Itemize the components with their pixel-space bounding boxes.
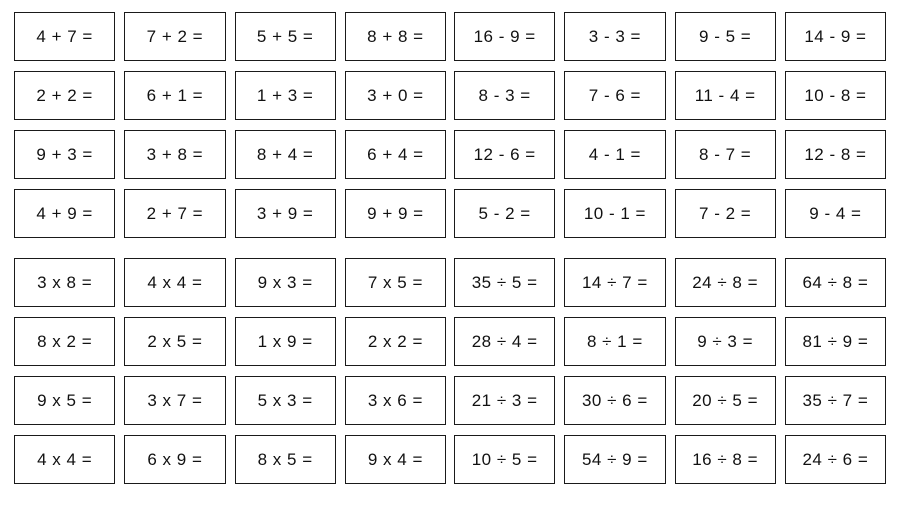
problem-card[interactable]: 14 ÷ 7 = — [564, 258, 665, 307]
problem-card[interactable]: 7 - 6 = — [564, 71, 665, 120]
problem-card[interactable]: 5 x 3 = — [235, 376, 336, 425]
problem-card[interactable]: 6 + 1 = — [124, 71, 225, 120]
problem-card[interactable]: 8 - 7 = — [675, 130, 776, 179]
problem-card[interactable]: 3 - 3 = — [564, 12, 665, 61]
problem-card[interactable]: 8 + 8 = — [345, 12, 446, 61]
problem-card[interactable]: 9 - 4 = — [785, 189, 886, 238]
problem-card[interactable]: 24 ÷ 8 = — [675, 258, 776, 307]
problem-card[interactable]: 64 ÷ 8 = — [785, 258, 886, 307]
problem-card[interactable]: 11 - 4 = — [675, 71, 776, 120]
problem-card[interactable]: 1 + 3 = — [235, 71, 336, 120]
problem-card[interactable]: 4 + 9 = — [14, 189, 115, 238]
problem-card[interactable]: 2 x 5 = — [124, 317, 225, 366]
problem-card[interactable]: 12 - 6 = — [454, 130, 555, 179]
problem-card[interactable]: 2 + 2 = — [14, 71, 115, 120]
problem-card[interactable]: 2 + 7 = — [124, 189, 225, 238]
problem-card[interactable]: 9 ÷ 3 = — [675, 317, 776, 366]
problem-card[interactable]: 4 x 4 = — [14, 435, 115, 484]
problem-card[interactable]: 35 ÷ 7 = — [785, 376, 886, 425]
problem-card[interactable]: 3 + 0 = — [345, 71, 446, 120]
problem-card[interactable]: 12 - 8 = — [785, 130, 886, 179]
problem-card[interactable]: 5 + 5 = — [235, 12, 336, 61]
problem-card[interactable]: 9 - 5 = — [675, 12, 776, 61]
problem-card[interactable]: 21 ÷ 3 = — [454, 376, 555, 425]
problem-card[interactable]: 8 + 4 = — [235, 130, 336, 179]
problem-card[interactable]: 30 ÷ 6 = — [564, 376, 665, 425]
problem-card[interactable]: 9 + 9 = — [345, 189, 446, 238]
problem-card[interactable]: 3 + 8 = — [124, 130, 225, 179]
problem-card[interactable]: 24 ÷ 6 = — [785, 435, 886, 484]
problem-card[interactable]: 4 + 7 = — [14, 12, 115, 61]
problem-card[interactable]: 3 x 7 = — [124, 376, 225, 425]
problem-card[interactable]: 9 + 3 = — [14, 130, 115, 179]
problem-card[interactable]: 6 + 4 = — [345, 130, 446, 179]
problem-card[interactable]: 7 + 2 = — [124, 12, 225, 61]
problem-card[interactable]: 1 x 9 = — [235, 317, 336, 366]
problem-card[interactable]: 7 - 2 = — [675, 189, 776, 238]
division-block — [454, 258, 886, 484]
problem-card[interactable]: 4 x 4 = — [124, 258, 225, 307]
multiplication-grid — [14, 258, 446, 484]
problem-card[interactable]: 10 ÷ 5 = — [454, 435, 555, 484]
problem-card[interactable]: 4 - 1 = — [564, 130, 665, 179]
problem-card[interactable]: 10 - 8 = — [785, 71, 886, 120]
division-grid — [454, 258, 886, 484]
problem-card[interactable]: 35 ÷ 5 = — [454, 258, 555, 307]
problem-card[interactable]: 3 + 9 = — [235, 189, 336, 238]
addition-block — [14, 12, 446, 238]
problem-card[interactable]: 7 x 5 = — [345, 258, 446, 307]
problem-card[interactable]: 16 ÷ 8 = — [675, 435, 776, 484]
problem-card[interactable]: 8 - 3 = — [454, 71, 555, 120]
addition-grid — [14, 12, 446, 238]
worksheet-row-top — [14, 12, 886, 238]
problem-card[interactable]: 10 - 1 = — [564, 189, 665, 238]
problem-card[interactable]: 8 x 5 = — [235, 435, 336, 484]
problem-card[interactable]: 8 x 2 = — [14, 317, 115, 366]
problem-card[interactable]: 9 x 3 = — [235, 258, 336, 307]
problem-card[interactable]: 14 - 9 = — [785, 12, 886, 61]
problem-card[interactable]: 9 x 5 = — [14, 376, 115, 425]
problem-card[interactable]: 81 ÷ 9 = — [785, 317, 886, 366]
problem-card[interactable]: 2 x 2 = — [345, 317, 446, 366]
problem-card[interactable]: 9 x 4 = — [345, 435, 446, 484]
problem-card[interactable]: 54 ÷ 9 = — [564, 435, 665, 484]
problem-card[interactable]: 16 - 9 = — [454, 12, 555, 61]
problem-card[interactable]: 3 x 8 = — [14, 258, 115, 307]
subtraction-block — [454, 12, 886, 238]
multiplication-block — [14, 258, 446, 484]
subtraction-grid — [454, 12, 886, 238]
problem-card[interactable]: 5 - 2 = — [454, 189, 555, 238]
problem-card[interactable]: 3 x 6 = — [345, 376, 446, 425]
worksheet-row-bottom — [14, 258, 886, 484]
problem-card[interactable]: 6 x 9 = — [124, 435, 225, 484]
problem-card[interactable]: 28 ÷ 4 = — [454, 317, 555, 366]
problem-card[interactable]: 8 ÷ 1 = — [564, 317, 665, 366]
problem-card[interactable]: 20 ÷ 5 = — [675, 376, 776, 425]
